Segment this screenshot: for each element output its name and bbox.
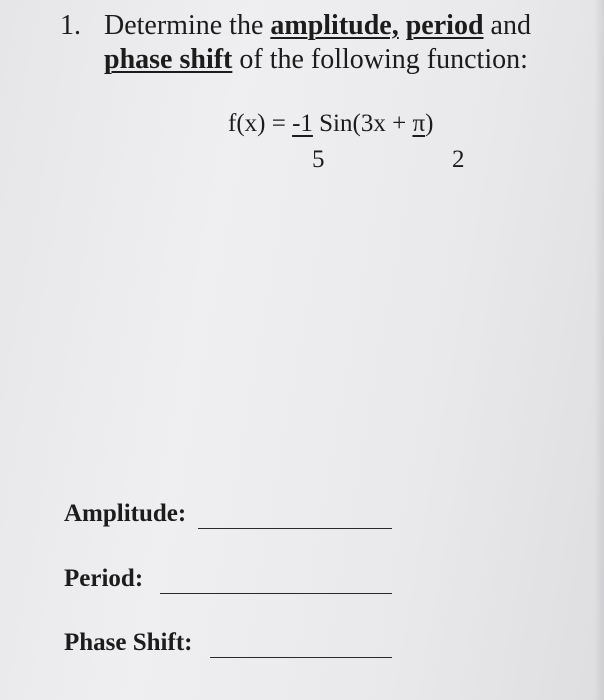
term-phase-shift: phase shift [104,44,233,75]
question-prefix: Determine the [104,10,271,41]
phase-shift-answer-blank[interactable] [210,657,392,658]
question-and: and [483,10,531,41]
formula-lhs: f(x) = [228,110,293,137]
page-edge-shadow [594,0,604,700]
question-text-line-2 [104,44,528,76]
formula-coefficient-denominator: 5 [312,146,325,173]
formula-function-open: Sin(3x + [312,110,413,137]
formula-pi-numerator: π [412,110,426,137]
question-number: 1. [60,10,81,41]
function-formula [228,110,433,138]
phase-shift-label: Phase Shift: [64,629,193,656]
formula-close-paren: ) [425,110,434,137]
term-amplitude: amplitude, [270,10,399,41]
period-answer-blank[interactable] [160,593,392,594]
formula-coefficient-numerator: -1 [292,110,313,137]
amplitude-answer-blank[interactable] [198,528,392,529]
term-period: period [405,10,484,41]
amplitude-label: Amplitude: [64,500,187,527]
question-space [399,10,406,41]
period-label: Period: [64,565,144,592]
question-text-line-1 [104,10,531,42]
formula-pi-denominator: 2 [452,146,465,173]
question-suffix: of the following function: [232,44,528,75]
